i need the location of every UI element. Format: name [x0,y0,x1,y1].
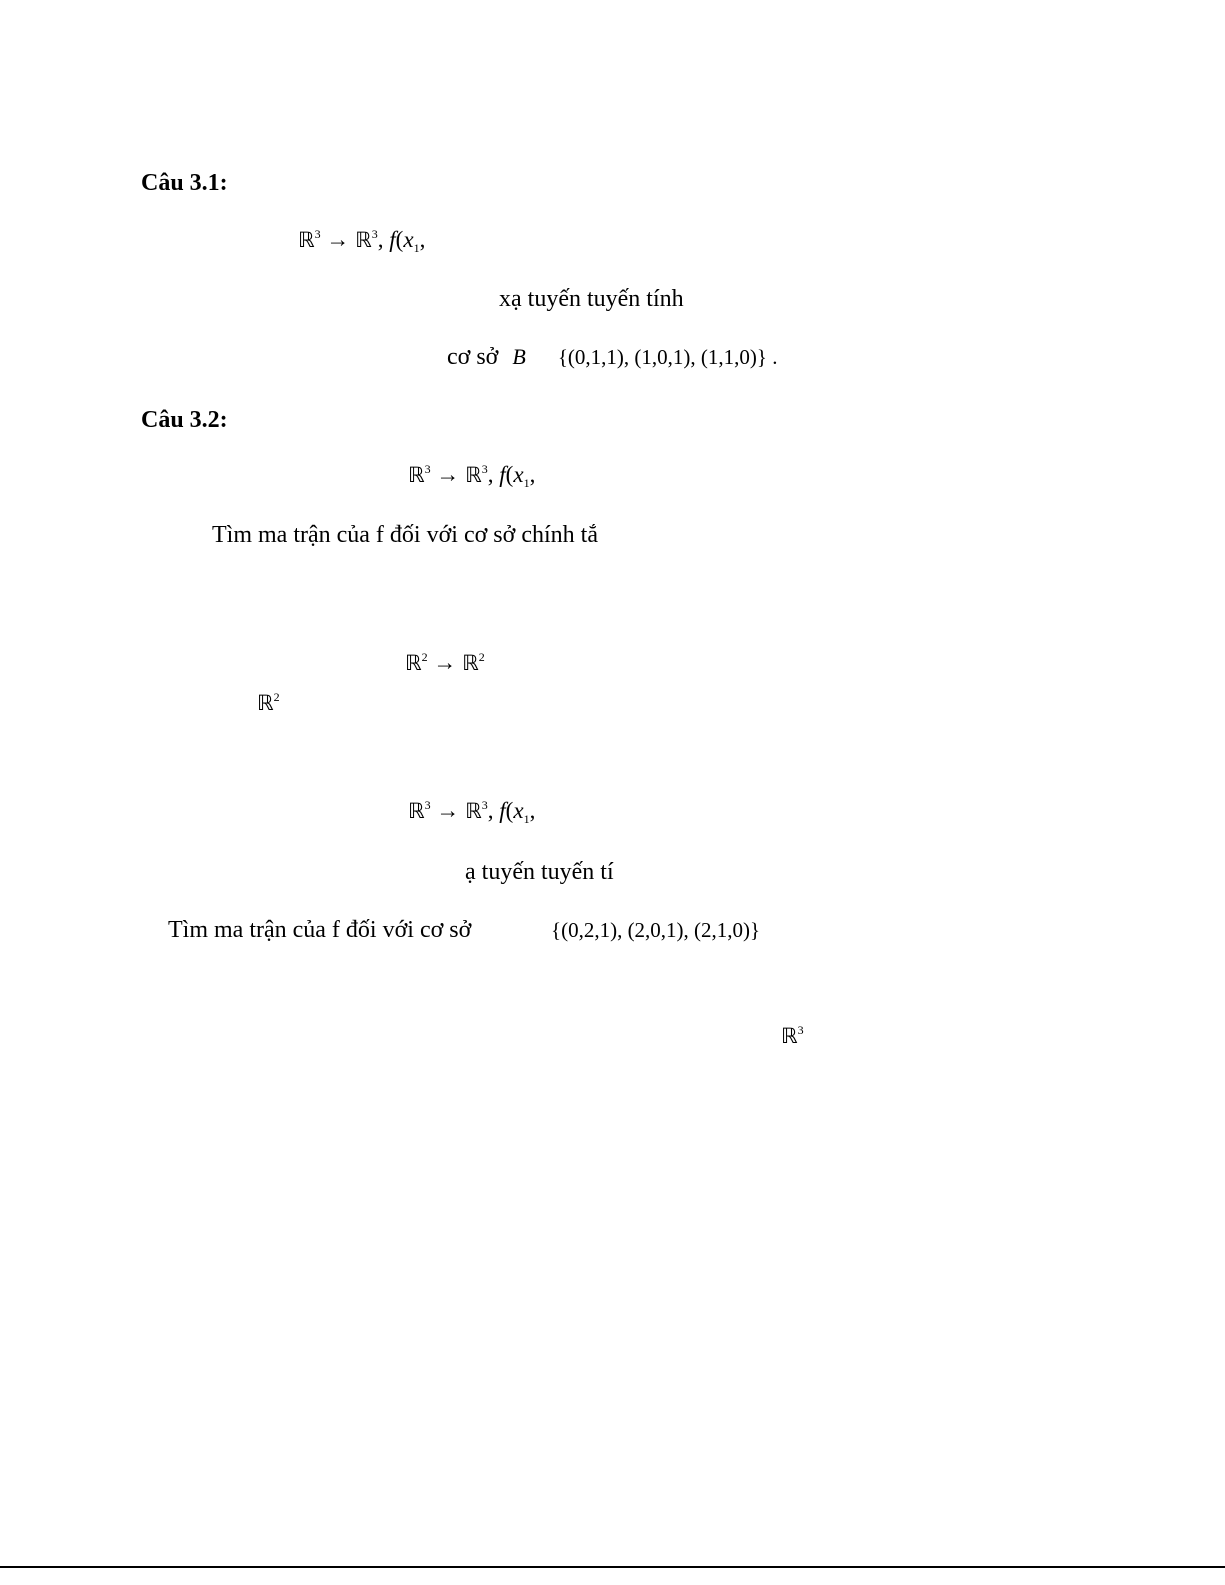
question-3-1-basis [447,345,777,369]
question-3-1-text: xạ tuyến tuyến tính [499,286,684,312]
question-3-1-mapping: ℝ$^3$ → ℝ$^3$, $f(x_1$, [298,227,426,255]
question-3-4-space: ℝ$^3$ [781,1023,804,1048]
question-3-4-text: ạ tuyến tuyến tí [465,859,614,885]
page-bottom-rule [0,1566,1225,1568]
basis-variable: B [512,344,526,369]
question-3-3-mapping: ℝ$^2$ → ℝ$^2$ [405,650,485,675]
basis-label: cơ sở [447,344,499,370]
basis-set: {(0,1,1), (1,0,1), (1,1,0)} . [557,345,778,369]
question-3-2-mapping: ℝ$^3$ → ℝ$^3$, $f(x_1$, [408,462,536,490]
question-3-4-mapping: ℝ$^3$ → ℝ$^3$, $f(x_1$, [408,798,536,826]
question-3-1-heading: Câu 3.1: [141,170,228,196]
question-3-2-text: Tìm ma trận của f đối với cơ sở chính tắ [212,522,598,548]
question-3-2-heading: Câu 3.2: [141,407,228,433]
question-3-4-basis-set: {(0,2,1), (2,0,1), (2,1,0)} [551,918,761,942]
question-3-3-space: ℝ$^2$ [257,690,280,715]
question-3-4-basis-text: Tìm ma trận của f đối với cơ sở [168,917,472,943]
